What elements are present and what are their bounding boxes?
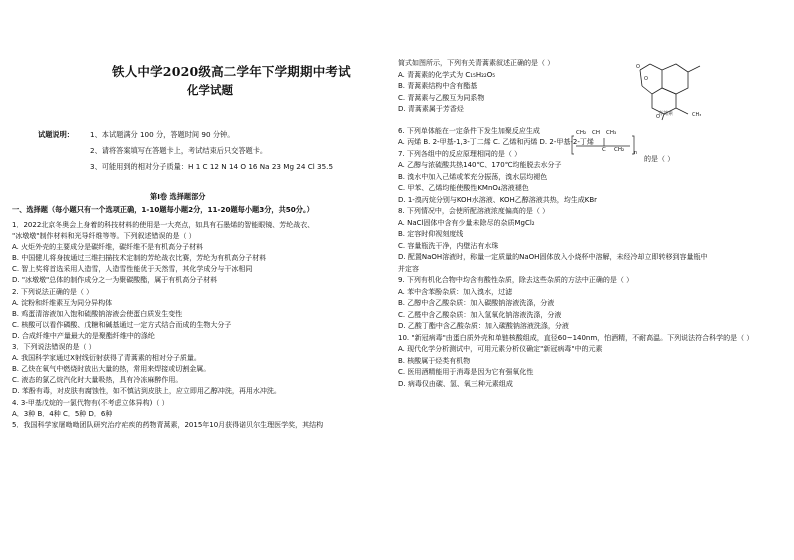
right-question-line: A. 丙烯 B. 2-甲基-1,3-丁二烯 C. 乙烯和丙烯 D. 2-甲基-2-丁烯	[398, 138, 594, 146]
left-question-line: C. 智上奖将首选采用人造雪，人造雪性能优于天然雪，其化学成分与干冰相同	[12, 265, 253, 274]
right-question-line: C. 甲苯、乙烯均能使酸性KMnO₄溶液褪色	[398, 184, 529, 192]
section-heading: 第Ⅰ卷 选择题部分	[150, 192, 206, 201]
molecule-caption: 青蒿素	[658, 111, 674, 117]
q6-tail: 的是（ ）	[644, 155, 675, 163]
right-question-line: A. 现代化学分析测试中，可用元素分析仪确定"新冠病毒"中的元素	[398, 345, 603, 353]
right-question-line: B. 溴水中加入己烯或苯充分振荡，溴水层均褪色	[398, 172, 548, 181]
right-question-line: 9. 下列有机化合物中均含有酸性杂质，除去这些杂质的方法中正确的是（ ）	[398, 276, 634, 284]
svg-text:O: O	[636, 64, 640, 70]
polymer-c: C	[602, 147, 606, 153]
left-question-line: B. 乙炔在氧气中燃烧时放出大量的热，常用来焊接或切割金属。	[12, 365, 211, 374]
left-question-line: 4. 3-甲基戊烷的一氯代物有(不考虑立体异构)（ ）	[12, 398, 169, 407]
part1-heading: 一、选择题（每小题只有一个选项正确，1-10题每小题2分，11-20题每小题3分，共50分。）	[12, 205, 314, 214]
right-question-line: D. 配置NaOH溶液时，称量一定质量的NaOH固体放入小烧杯中溶解，未经冷却立即转移到容量瓶中	[398, 253, 708, 261]
left-question-line: "冰墩墩"制作材料和光导纤维等等。下列叙述错误的是（ ）	[12, 232, 196, 241]
instruction-line-2: 2、请将答案填写在答题卡上，考试结束后只交答题卡。	[90, 146, 268, 155]
right-question-line: C. 医用酒精能用于消毒是因为它有强氧化性	[398, 368, 534, 376]
right-question-line: A. 苯中含苯酚杂质：加入溴水，过滤	[398, 287, 513, 296]
polymer-ch2-a: CH₂	[576, 130, 587, 136]
right-question-line: 8. 下列情况中，会使所配溶液浓度偏高的是（ ）	[398, 207, 550, 215]
exam-title: 铁人中学2020级高二学年下学期期中考试	[112, 64, 351, 79]
right-question-line: B. 核酸属于烃类有机物	[398, 356, 471, 365]
left-question-line: 5．我国科学家屠呦呦团队研究治疗疟疾的药物青蒿素，2015年10月获得诺贝尔生理医学奖，其结构	[12, 420, 324, 429]
polymer-ch2-b: CH₂	[614, 147, 625, 153]
left-column	[12, 220, 323, 431]
polymer-ch3: CH₃	[606, 130, 617, 136]
left-question-line: A．3种 B．4种 C．5种 D．6种	[12, 409, 113, 418]
right-question-line: D. 病毒仅由碳、氢、氧三种元素组成	[398, 379, 513, 388]
left-question-line: A. 火炬外壳的主要成分是碳纤维，碳纤维不是有机高分子材料	[12, 243, 204, 252]
left-question-line: 3．下列说法错误的是（ ）	[12, 343, 96, 352]
right-question-line: A. 乙醇与浓硫酸共热140℃、170℃均能脱去水分子	[398, 161, 562, 169]
right-question-line: 6. 下列单体能在一定条件下发生加聚反应生成	[398, 126, 540, 135]
right-question-line: 简式如图所示，下列有关青蒿素叙述正确的是（ ）	[398, 59, 555, 67]
instruction-line-1: 1、本试题满分 100 分，答题时间 90 分钟。	[90, 130, 235, 139]
left-question-line: D. "冰墩墩"总体的制作成分之一为聚碳酸酯，属于有机高分子材料	[12, 276, 218, 285]
svg-text:O: O	[656, 114, 660, 120]
svg-text:CH₃: CH₃	[692, 112, 702, 118]
right-question-line: D. 乙酸丁酯中含乙酸杂质：加入碳酸钠溶液洗涤，分液	[398, 322, 569, 330]
left-question-line: C. 液态的氯乙烷汽化时大量吸热，具有冷冻麻醉作用。	[12, 376, 183, 385]
right-question-line: D. 1-溴丙烷分别与KOH水溶液、KOH乙醇溶液共热，均生成KBr	[398, 195, 598, 204]
svg-text:O: O	[644, 76, 648, 82]
instruction-line-3: 3、可能用到的相对分子质量：H 1 C 12 N 14 O 16 Na 23 Mg 24 Cl 35.5	[90, 162, 334, 171]
right-question-line: 7. 下列各组中的反应原理相同的是（ ）	[398, 149, 522, 158]
left-question-line: A. 淀粉和纤维素互为同分异构体	[12, 298, 113, 307]
right-question-line: 并定容	[398, 264, 419, 273]
right-question-line: D. 青蒿素属于芳香烃	[398, 105, 464, 113]
left-question-line: 2. 下列说法正确的是（ ）	[12, 287, 94, 296]
right-question-line: B. 定容时仰视刻度线	[398, 230, 464, 238]
right-question-line: B. 乙醇中含乙酸杂质：加入碳酸钠溶液洗涤，分液	[398, 299, 555, 307]
left-question-line: 1．2022北京冬奥会上身着的科技材料的使用是一大亮点，如具有石墨烯的智能眼镜、芳纶战衣、	[12, 221, 315, 229]
left-question-line: D. 合成纤维中产量最大的是聚酯纤维中的涤纶	[12, 331, 155, 340]
polymer-ch: CH	[592, 130, 600, 136]
left-question-line: D. 苯酚有毒，对皮肤有腐蚀性，如不慎沾到皮肤上，应立即用乙醇冲洗，再用水冲洗。	[12, 387, 281, 396]
instructions-label: 试题说明：	[38, 130, 74, 139]
right-question-line: A. NaCl固体中含有少量未除尽的杂质MgCl₂	[398, 218, 535, 227]
left-question-line: B. 中国健儿将身披通过三维扫描技术定制的芳纶战衣比赛，芳纶为有机高分子材料	[12, 254, 267, 263]
right-question-line: B. 青蒿素结构中含有酯基	[398, 82, 478, 90]
polymer-n: n	[634, 150, 638, 156]
exam-subtitle: 化学试题	[187, 83, 233, 97]
right-question-line: C. 青蒿素与乙酸互为同系物	[398, 93, 485, 102]
right-question-line: C. 容量瓶洗干净，内壁沾有水珠	[398, 241, 499, 250]
left-question-line: B. 鸡蛋清溶液加入饱和硫酸钠溶液会使蛋白质发生变性	[12, 309, 183, 318]
right-question-line: A. 青蒿素的化学式为 C₁₅H₂₂O₅	[398, 70, 496, 79]
right-question-line: 10. "新冠病毒"由蛋白质外壳和单链核酸组成，直径60~140nm，怕酒精，不耐高温。下列说法符合科学的是（ ）	[398, 333, 754, 342]
left-question-line: C. 核酸可以看作磷酸、戊糖和碱基通过一定方式结合而成的生物大分子	[12, 320, 232, 329]
right-question-line: C. 乙醛中含乙酸杂质：加入氢氧化钠溶液洗涤，分液	[398, 310, 562, 319]
left-question-line: A. 我国科学家通过X射线衍射获得了青蒿素的相对分子质量。	[12, 354, 201, 363]
